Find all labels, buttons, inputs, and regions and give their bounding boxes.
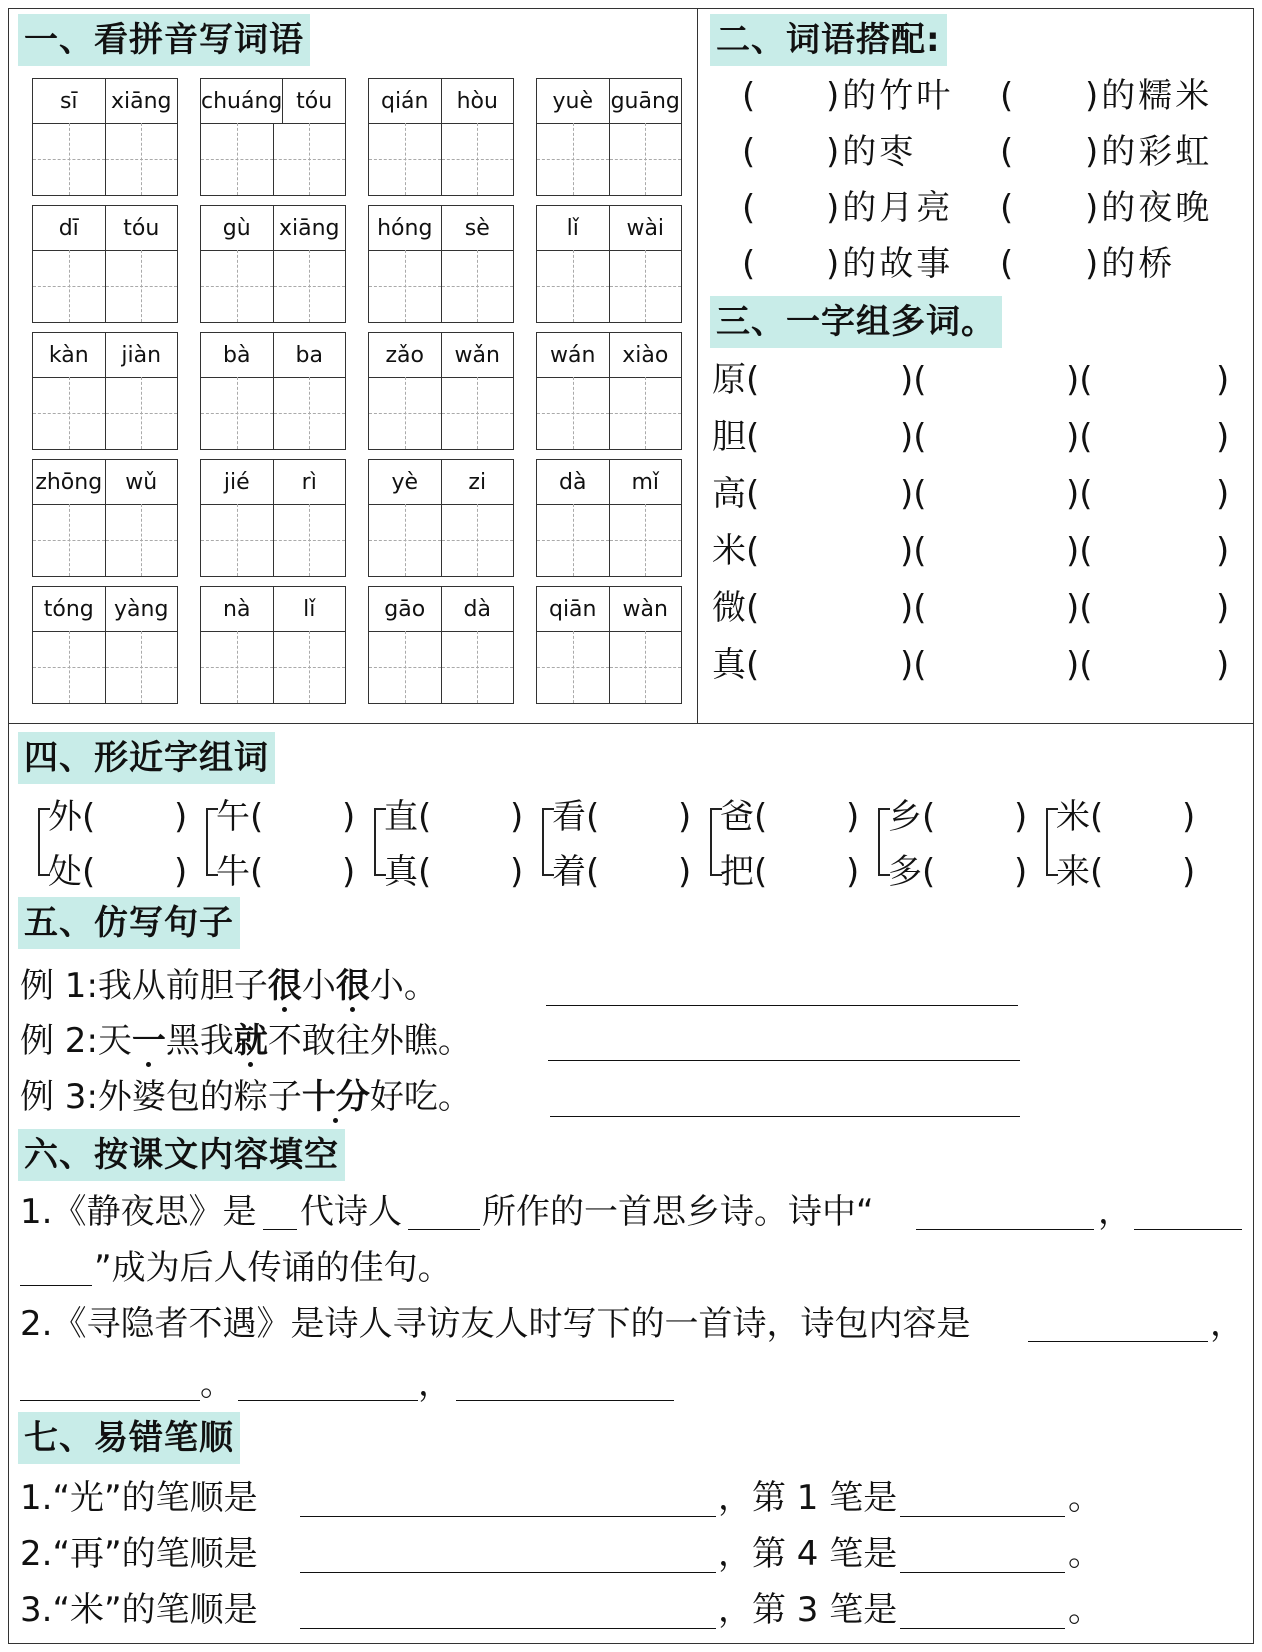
open-paren: ( — [586, 797, 600, 837]
writing-cell[interactable] — [105, 377, 178, 449]
writing-cell[interactable] — [609, 631, 682, 703]
writing-cell[interactable] — [609, 504, 682, 576]
word-box — [536, 78, 682, 196]
writing-cell[interactable] — [441, 377, 514, 449]
writing-cell[interactable] — [273, 504, 346, 576]
writing-cell[interactable] — [369, 377, 441, 449]
open-paren: ( — [742, 188, 756, 228]
writing-row — [201, 631, 345, 703]
writing-row — [537, 123, 681, 195]
writing-cell[interactable] — [441, 123, 514, 195]
paren-d: ) — [1216, 360, 1230, 400]
pinyin-cell: yè — [391, 469, 419, 495]
pinyin-cell: qiān — [548, 596, 597, 622]
open-paren: ( — [1000, 244, 1014, 284]
emphasis-3: 一 — [131, 1021, 166, 1061]
pinyin-cell: ba — [273, 333, 346, 377]
stroke-q-end: 。 — [1068, 1478, 1102, 1518]
writing-row — [201, 250, 345, 322]
blank-verse-2a[interactable] — [1134, 1229, 1242, 1230]
stroke-q-2: 2.“再”的笔顺是 — [20, 1534, 258, 1574]
match-left-1: )的枣 — [826, 132, 917, 172]
paren-b[interactable]: )( — [900, 531, 927, 571]
pinyin-cell: wàn — [609, 587, 682, 631]
open-paren: ( — [82, 852, 96, 892]
pinyin-cell: gāo — [384, 596, 426, 622]
stroke-blank-nth[interactable] — [900, 1572, 1065, 1573]
paren-c[interactable]: )( — [1066, 531, 1093, 571]
word-box — [368, 459, 514, 577]
open-paren: ( — [1000, 188, 1014, 228]
close-paren: ) — [1014, 852, 1028, 892]
similar-char: 把 — [720, 852, 754, 892]
similar-char: 牛 — [216, 852, 250, 892]
pinyin-cell: nà — [223, 596, 251, 622]
writing-cell[interactable] — [609, 377, 682, 449]
pinyin-row — [33, 206, 177, 251]
open-paren: ( — [922, 797, 936, 837]
word-box — [32, 586, 178, 704]
blank-poem-2[interactable] — [20, 1400, 200, 1401]
pinyin-cell: tóu — [105, 206, 178, 250]
close-paren: ) — [342, 797, 356, 837]
group-char: 胆 — [712, 417, 746, 457]
example-3: 例 3:外婆包的粽子十分好吃。 — [20, 1077, 472, 1117]
paren-d: ) — [1216, 531, 1230, 571]
emphasis-1: 很 — [267, 966, 302, 1006]
writing-cell[interactable] — [273, 377, 346, 449]
group-char: 微 — [712, 588, 746, 628]
blank-verse-1[interactable] — [916, 1229, 1094, 1230]
section-2-title: 二、词语搭配: — [710, 14, 947, 66]
paren-d: ) — [1216, 417, 1230, 457]
pinyin-cell: yuè — [552, 88, 593, 114]
pinyin-row — [33, 460, 177, 505]
stroke-q-1: 1.“光”的笔顺是 — [20, 1478, 258, 1518]
open-paren: ( — [754, 797, 768, 837]
paren-d: ) — [1216, 645, 1230, 685]
pinyin-cell: lǐ — [566, 215, 579, 241]
match-right-2: )的夜晚 — [1085, 188, 1213, 228]
match-left-2: )的月亮 — [826, 188, 954, 228]
row-divider — [8, 723, 1254, 724]
similar-char: 爸 — [720, 797, 754, 837]
pinyin-row — [201, 587, 345, 632]
paren-a: ( — [746, 588, 760, 628]
writing-row — [369, 631, 513, 703]
open-paren: ( — [1000, 76, 1014, 116]
paren-a: ( — [746, 360, 760, 400]
close-paren: ) — [510, 852, 524, 892]
writing-row — [537, 377, 681, 449]
similar-char: 看 — [552, 797, 586, 837]
similar-char: 外 — [48, 797, 82, 837]
word-box — [536, 586, 682, 704]
close-paren: ) — [174, 852, 188, 892]
stroke-blank-nth[interactable] — [900, 1628, 1065, 1629]
blank-dynasty[interactable] — [263, 1229, 297, 1230]
pinyin-cell: chuáng — [201, 88, 283, 114]
word-box — [536, 332, 682, 450]
open-paren: ( — [1090, 797, 1104, 837]
open-paren: ( — [1090, 852, 1104, 892]
close-paren: ) — [342, 852, 356, 892]
blank-poem-4[interactable] — [456, 1400, 674, 1401]
paren-a: ( — [746, 417, 760, 457]
writing-cell[interactable] — [369, 504, 441, 576]
stroke-q-end: 。 — [1068, 1590, 1102, 1630]
writing-cell[interactable] — [273, 250, 346, 322]
column-divider — [697, 8, 698, 724]
pinyin-row — [537, 206, 681, 251]
q1-part-c: 所作的一首思乡诗。诗中“ — [482, 1192, 874, 1232]
writing-cell[interactable] — [33, 123, 105, 195]
writing-row — [201, 504, 345, 576]
paren-a: ( — [746, 645, 760, 685]
pinyin-cell: guāng — [609, 79, 682, 123]
stroke-blank-order[interactable] — [300, 1572, 716, 1573]
pinyin-cell: zhōng — [35, 469, 103, 495]
writing-cell[interactable] — [609, 123, 682, 195]
open-paren: ( — [418, 797, 432, 837]
pinyin-row — [201, 460, 345, 505]
pinyin-cell: dī — [58, 215, 79, 241]
open-paren: ( — [742, 244, 756, 284]
writing-cell[interactable] — [537, 250, 609, 322]
pinyin-cell: gù — [222, 215, 251, 241]
writing-cell[interactable] — [369, 123, 441, 195]
close-paren: ) — [510, 797, 524, 837]
paren-d: ) — [1216, 474, 1230, 514]
pinyin-row — [537, 79, 681, 124]
pinyin-row — [369, 460, 513, 505]
similar-char: 多 — [888, 852, 922, 892]
stroke-blank-order[interactable] — [300, 1516, 716, 1517]
pinyin-cell: wán — [550, 342, 596, 368]
pinyin-row — [369, 206, 513, 251]
q2-period: 。 — [200, 1364, 234, 1404]
pinyin-cell: wài — [609, 206, 682, 250]
paren-a: ( — [746, 474, 760, 514]
pinyin-cell: zǎo — [385, 342, 424, 368]
paren-a: ( — [746, 531, 760, 571]
paren-b[interactable]: )( — [900, 645, 927, 685]
writing-cell[interactable] — [537, 631, 609, 703]
writing-cell[interactable] — [273, 631, 346, 703]
paren-b[interactable]: )( — [900, 417, 927, 457]
example-2: 例 2:天一黑我就不敢往外瞧。 — [20, 1021, 472, 1061]
answer-line-3[interactable] — [550, 1116, 1020, 1117]
pinyin-row — [369, 333, 513, 378]
stroke-blank-order[interactable] — [300, 1628, 716, 1629]
pinyin-cell: rì — [273, 460, 346, 504]
blank-poem-3[interactable] — [238, 1400, 418, 1401]
group-char: 米 — [712, 531, 746, 571]
writing-cell[interactable] — [609, 250, 682, 322]
pinyin-cell: dà — [559, 469, 587, 495]
writing-row — [201, 123, 345, 195]
writing-cell[interactable] — [369, 631, 441, 703]
match-left-3: )的故事 — [826, 244, 954, 284]
paren-d: ) — [1216, 588, 1230, 628]
open-paren: ( — [742, 76, 756, 116]
word-box — [32, 459, 178, 577]
close-paren: ) — [1182, 797, 1196, 837]
writing-cell[interactable] — [33, 631, 105, 703]
q1-part-a: 1.《静夜思》是 — [20, 1192, 257, 1232]
writing-cell[interactable] — [201, 123, 273, 195]
pinyin-cell: wǔ — [105, 460, 178, 504]
pinyin-row — [537, 587, 681, 632]
writing-cell[interactable] — [105, 250, 178, 322]
similar-char: 米 — [1056, 797, 1090, 837]
blank-verse-2b[interactable] — [20, 1285, 92, 1286]
pinyin-cell: wǎn — [441, 333, 514, 377]
group-char: 真 — [712, 645, 746, 685]
pinyin-row — [369, 587, 513, 632]
group-char: 高 — [712, 474, 746, 514]
writing-row — [537, 250, 681, 322]
writing-cell[interactable] — [105, 123, 178, 195]
writing-row — [369, 250, 513, 322]
paren-c[interactable]: )( — [1066, 474, 1093, 514]
pinyin-row — [201, 79, 345, 124]
pinyin-cell: jiàn — [105, 333, 178, 377]
writing-cell[interactable] — [201, 250, 273, 322]
writing-cell[interactable] — [33, 377, 105, 449]
writing-cell[interactable] — [441, 504, 514, 576]
word-box — [32, 205, 178, 323]
close-paren: ) — [1182, 852, 1196, 892]
close-paren: ) — [174, 797, 188, 837]
pinyin-row — [33, 333, 177, 378]
word-box — [368, 586, 514, 704]
pinyin-cell: jié — [223, 469, 250, 495]
writing-row — [33, 250, 177, 322]
pinyin-row — [201, 206, 345, 251]
pinyin-cell: dà — [441, 587, 514, 631]
paren-c[interactable]: )( — [1066, 588, 1093, 628]
emphasis-2: 很 — [335, 966, 370, 1006]
pinyin-cell: sī — [59, 88, 78, 114]
open-paren: ( — [82, 797, 96, 837]
pinyin-row — [201, 333, 345, 378]
pinyin-cell: xiāng — [273, 206, 346, 250]
paren-b[interactable]: )( — [900, 474, 927, 514]
similar-char: 乡 — [888, 797, 922, 837]
open-paren: ( — [922, 852, 936, 892]
open-paren: ( — [1000, 132, 1014, 172]
open-paren: ( — [250, 797, 264, 837]
example-1: 例 1:我从前胆子很小很小。 — [20, 966, 438, 1006]
writing-cell[interactable] — [201, 504, 273, 576]
pinyin-row — [33, 587, 177, 632]
word-box — [536, 459, 682, 577]
pinyin-row — [33, 79, 177, 124]
match-right-0: )的糯米 — [1085, 76, 1213, 116]
pinyin-cell: xiāng — [105, 79, 178, 123]
emphasis-4: 就 — [233, 1021, 268, 1061]
section-3-title: 三、一字组多词。 — [710, 296, 1002, 348]
match-left-0: )的竹叶 — [826, 76, 954, 116]
word-box — [32, 332, 178, 450]
writing-cell[interactable] — [369, 250, 441, 322]
writing-row — [33, 123, 177, 195]
stroke-q-3: 3.“米”的笔顺是 — [20, 1590, 258, 1630]
pinyin-row — [537, 333, 681, 378]
similar-char: 处 — [48, 852, 82, 892]
close-paren: ) — [678, 797, 692, 837]
writing-row — [537, 631, 681, 703]
close-paren: ) — [1014, 797, 1028, 837]
blank-poet[interactable] — [408, 1229, 480, 1230]
blank-poem-1[interactable] — [1028, 1341, 1208, 1342]
paren-c[interactable]: )( — [1066, 645, 1093, 685]
similar-char: 真 — [384, 852, 418, 892]
writing-cell[interactable] — [105, 504, 178, 576]
word-box — [368, 78, 514, 196]
q1-part-e: ”成为后人传诵的佳句。 — [94, 1248, 452, 1288]
word-box — [200, 332, 346, 450]
open-paren: ( — [754, 852, 768, 892]
close-paren: ) — [678, 852, 692, 892]
stroke-q-end: 。 — [1068, 1534, 1102, 1574]
writing-cell[interactable] — [105, 631, 178, 703]
match-right-1: )的彩虹 — [1085, 132, 1213, 172]
word-box — [32, 78, 178, 196]
section-4-title: 四、形近字组词 — [18, 732, 275, 784]
q2-part-a: 2.《寻隐者不遇》是诗人寻访友人时写下的一首诗，诗包内容是 — [20, 1304, 971, 1344]
close-paren: ) — [846, 852, 860, 892]
pinyin-cell: xiào — [609, 333, 682, 377]
answer-line-2[interactable] — [548, 1060, 1020, 1061]
writing-cell[interactable] — [273, 123, 346, 195]
word-box — [200, 586, 346, 704]
writing-cell[interactable] — [537, 123, 609, 195]
pinyin-row — [537, 460, 681, 505]
word-box — [368, 205, 514, 323]
writing-row — [33, 504, 177, 576]
q2-comma-2: ， — [418, 1364, 452, 1404]
section-1-title: 一、看拼音写词语 — [18, 14, 310, 66]
word-box — [200, 459, 346, 577]
writing-cell[interactable] — [33, 250, 105, 322]
word-box — [368, 332, 514, 450]
match-right-3: )的桥 — [1085, 244, 1176, 284]
stroke-q-mid: ，第 1 笔是 — [718, 1478, 898, 1518]
stroke-q-mid: ，第 3 笔是 — [718, 1590, 898, 1630]
word-box — [200, 205, 346, 323]
pinyin-cell: tóng — [43, 596, 94, 622]
pinyin-row — [369, 79, 513, 124]
pinyin-cell: bà — [223, 342, 251, 368]
writing-row — [537, 504, 681, 576]
close-paren: ) — [846, 797, 860, 837]
open-paren: ( — [742, 132, 756, 172]
pinyin-cell: qián — [380, 88, 429, 114]
writing-cell[interactable] — [441, 631, 514, 703]
answer-line-1[interactable] — [546, 1005, 1018, 1006]
open-paren: ( — [250, 852, 264, 892]
pinyin-cell: hóng — [377, 215, 433, 241]
pinyin-cell: sè — [441, 206, 514, 250]
writing-row — [33, 377, 177, 449]
writing-cell[interactable] — [537, 377, 609, 449]
word-box — [536, 205, 682, 323]
writing-row — [33, 631, 177, 703]
writing-cell[interactable] — [201, 631, 273, 703]
pinyin-cell: zi — [441, 460, 514, 504]
similar-char: 直 — [384, 797, 418, 837]
writing-row — [201, 377, 345, 449]
pinyin-cell: kàn — [48, 342, 89, 368]
q1-comma: ， — [1098, 1192, 1132, 1232]
paren-b[interactable]: )( — [900, 588, 927, 628]
similar-char: 来 — [1056, 852, 1090, 892]
writing-cell[interactable] — [33, 504, 105, 576]
pinyin-cell: hòu — [441, 79, 514, 123]
similar-char: 着 — [552, 852, 586, 892]
word-box — [200, 78, 346, 196]
stroke-blank-nth[interactable] — [900, 1516, 1065, 1517]
writing-row — [369, 504, 513, 576]
writing-row — [369, 123, 513, 195]
pinyin-cell: yàng — [105, 587, 178, 631]
pinyin-cell: tóu — [282, 79, 345, 123]
pinyin-cell: mǐ — [609, 460, 682, 504]
pinyin-cell: lǐ — [273, 587, 346, 631]
writing-cell[interactable] — [201, 377, 273, 449]
similar-char: 午 — [216, 797, 250, 837]
open-paren: ( — [586, 852, 600, 892]
q1-part-b: 代诗人 — [300, 1192, 402, 1232]
emphasis-5: 十分 — [301, 1077, 370, 1117]
paren-c[interactable]: )( — [1066, 360, 1093, 400]
writing-cell[interactable] — [537, 504, 609, 576]
stroke-q-mid: ，第 4 笔是 — [718, 1534, 898, 1574]
paren-c[interactable]: )( — [1066, 417, 1093, 457]
section-5-title: 五、仿写句子 — [18, 897, 240, 949]
paren-b[interactable]: )( — [900, 360, 927, 400]
writing-row — [369, 377, 513, 449]
group-char: 原 — [712, 360, 746, 400]
open-paren: ( — [418, 852, 432, 892]
q2-comma-1: ， — [1210, 1304, 1244, 1344]
writing-cell[interactable] — [441, 250, 514, 322]
section-7-title: 七、易错笔顺 — [18, 1412, 240, 1464]
section-6-title: 六、按课文内容填空 — [18, 1129, 345, 1181]
